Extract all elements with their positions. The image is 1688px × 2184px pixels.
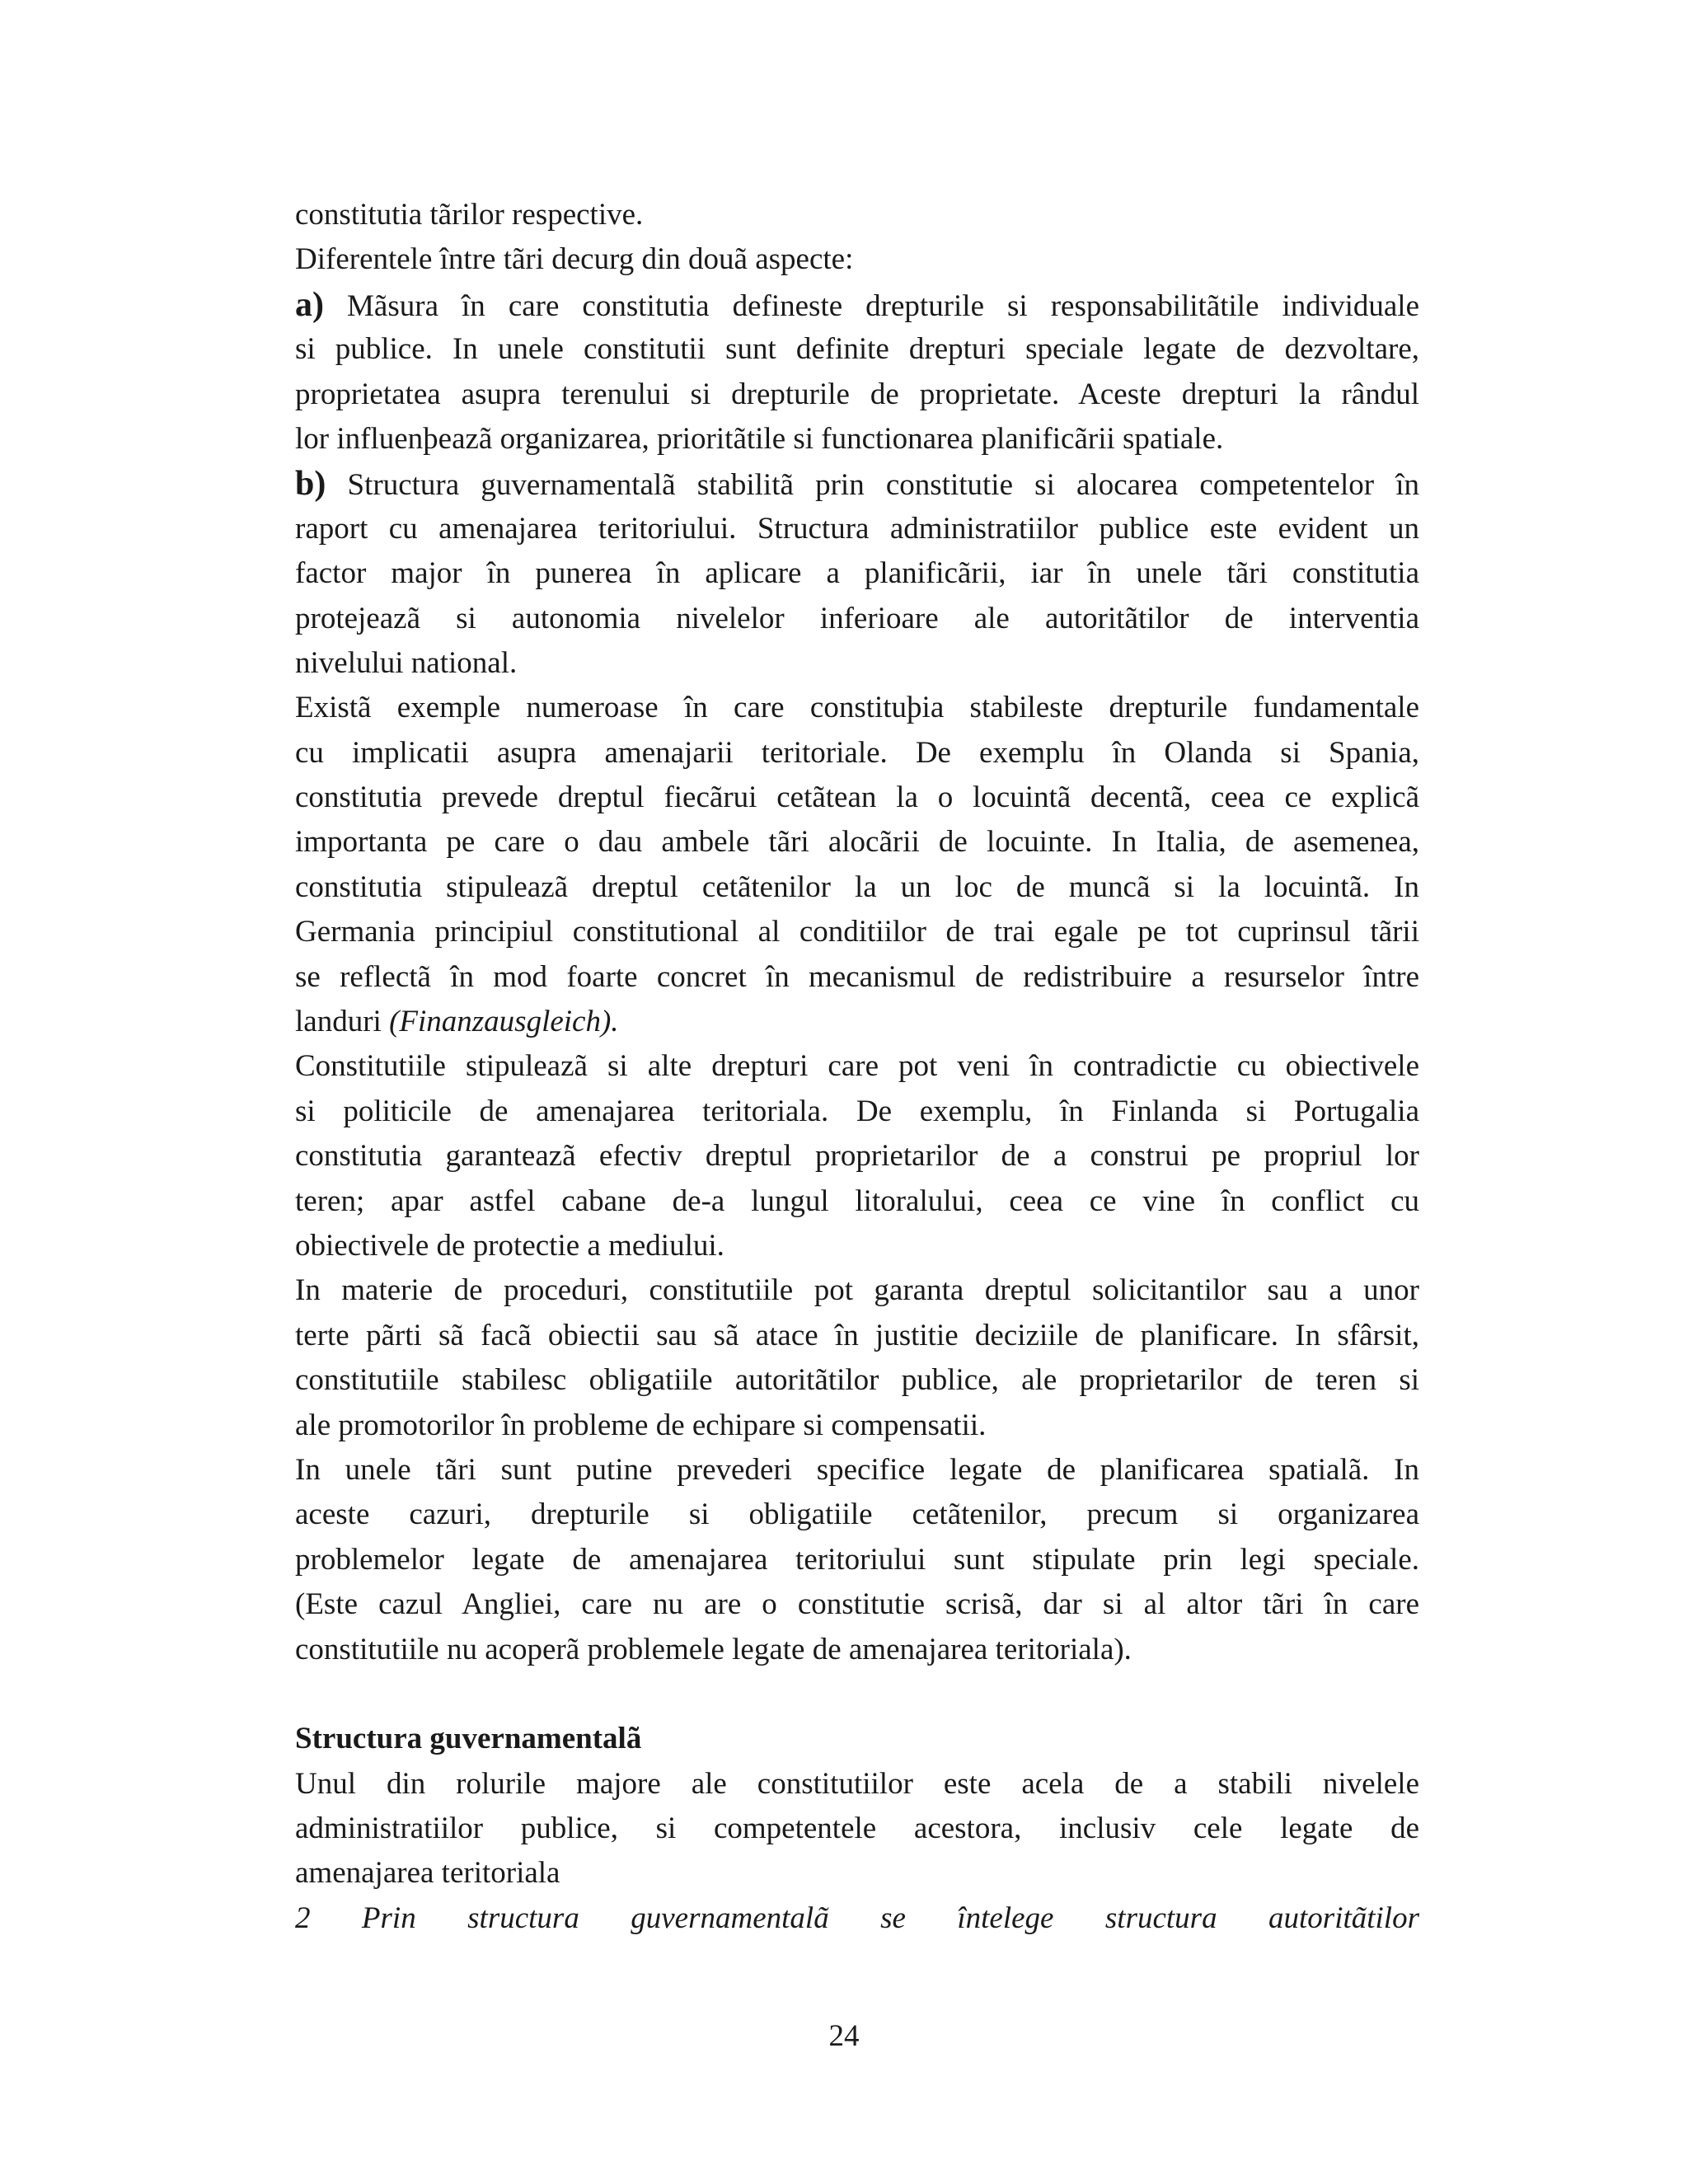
text-line: (Este cazul Angliei, care nu are o constitutie scrisã, dar si al altor tãri în care (295, 1587, 1419, 1622)
italic-term: (Finanzausgleich). (389, 1005, 619, 1039)
text-line: terte pãrti sã facã obiectii sau sã atace în justitie deciziile de planificare. In sfârsit, (295, 1318, 1419, 1352)
text-line: nivelului national. (295, 645, 518, 680)
text-line: In materie de proceduri, constitutiile pot garanta dreptul solicitantilor sau a unor (295, 1273, 1419, 1308)
text-line: constitutia stipuleazã dreptul cetãtenilor la un loc de muncã si la locuintã. In (295, 869, 1419, 904)
text-span: Mãsura în care constitutia defineste drepturile si responsabilitãtile individuale (324, 288, 1419, 323)
spacer (295, 1672, 1419, 1717)
list-marker-a: a) (295, 285, 324, 324)
list-marker-b: b) (295, 465, 326, 504)
text-line: si politicile de amenajarea teritoriala. De exemplu, în Finlanda si Portugalia (295, 1094, 1419, 1128)
text-line: Diferentele între tãri decurg din douã aspecte: (295, 242, 854, 277)
text-line: protejeazã si autonomia nivelelor inferioare ale autoritãtilor de interventia (295, 601, 1419, 635)
text-line: factor major în punerea în aplicare a planificãrii, iar în unele tãri constitutia (295, 556, 1419, 591)
text-line: constitutia garanteazã efectiv dreptul proprietarilor de a construi pe propriul lor (295, 1139, 1419, 1174)
text-line: se reflectã în mod foarte concret în mecanismul de redistribuire a resurselor între (295, 959, 1419, 994)
text-span: Structura guvernamentalã stabilitã prin constitutie si alocarea competentelor în (326, 468, 1419, 503)
text-line: amenajarea teritoriala (295, 1856, 560, 1891)
text-line (295, 1000, 1419, 1044)
text-line: constitutia prevede dreptul fiecãrui cetãtean la o locuintã decentã, ceea ce explicã (295, 780, 1419, 815)
text-line: obiectivele de protectie a mediului. (295, 1228, 724, 1263)
section-heading: Structura guvernamentalã (295, 1722, 642, 1756)
text-line: ale promotorilor în probleme de echipare si compensatii. (295, 1408, 987, 1442)
text-line: teren; apar astfel cabane de-a lungul litoralului, ceea ce vine în conflict cu (295, 1183, 1419, 1218)
text-line: proprietatea asupra terenului si drepturile de proprietate. Aceste drepturi la rândul (295, 377, 1419, 411)
text-line: aceste cazuri, drepturile si obligatiile cetãtenilor, precum si organizarea (295, 1497, 1419, 1532)
text-line: si publice. In unele constitutii sunt definite drepturi speciale legate de dezvoltare, (295, 332, 1419, 367)
text-line: problemelor legate de amenajarea teritoriului sunt stipulate prin legi speciale. (295, 1542, 1419, 1577)
list-item-b-line (295, 462, 1419, 506)
text-line: Germania principiul constitutional al conditiilor de trai egale pe tot cuprinsul tãrii (295, 915, 1419, 949)
text-line: administratiilor publice, si competentele acestora, inclusiv cele legate de (295, 1811, 1419, 1846)
text-line: In unele tãri sunt putine prevederi specifice legate de planificarea spatialã. In (295, 1452, 1419, 1487)
text-line: constitutia tãrilor respective. (295, 198, 644, 232)
list-item-a-line (295, 283, 1419, 327)
page-number: 24 (828, 2019, 860, 2053)
text-line: cu implicatii asupra amenajarii teritoriale. De exemplu în Olanda si Spania, (295, 735, 1419, 770)
text-span: landuri (295, 1005, 390, 1039)
text-line: raport cu amenajarea teritoriului. Structura administratiilor publice este evident un (295, 511, 1419, 546)
text-line: constitutiile nu acoperã problemele legate de amenajarea teritoriala). (295, 1632, 1132, 1666)
text-line: importanta pe care o dau ambele tãri alocãrii de locuinte. In Italia, de asemenea, (295, 825, 1419, 860)
text-line: Constitutiile stipuleazã si alte drepturi care pot veni în contradictie cu obiectivele (295, 1049, 1419, 1084)
text-line: lor influenþeazã organizarea, prioritãtile si functionarea planificãrii spatiale. (295, 421, 1224, 456)
footnote-line: 2 Prin structura guvernamentalã se întelege structura autoritãtilor (295, 1900, 1419, 1935)
text-line: Unul din rolurile majore ale constitutiilor este acela de a stabili nivelele (295, 1766, 1419, 1801)
text-line: Existã exemple numeroase în care constituþia stabileste drepturile fundamentale (295, 691, 1419, 725)
text-line: constitutiile stabilesc obligatiile autoritãtilor publice, ale proprietarilor de teren si (295, 1363, 1419, 1398)
body-text (295, 193, 1419, 1941)
